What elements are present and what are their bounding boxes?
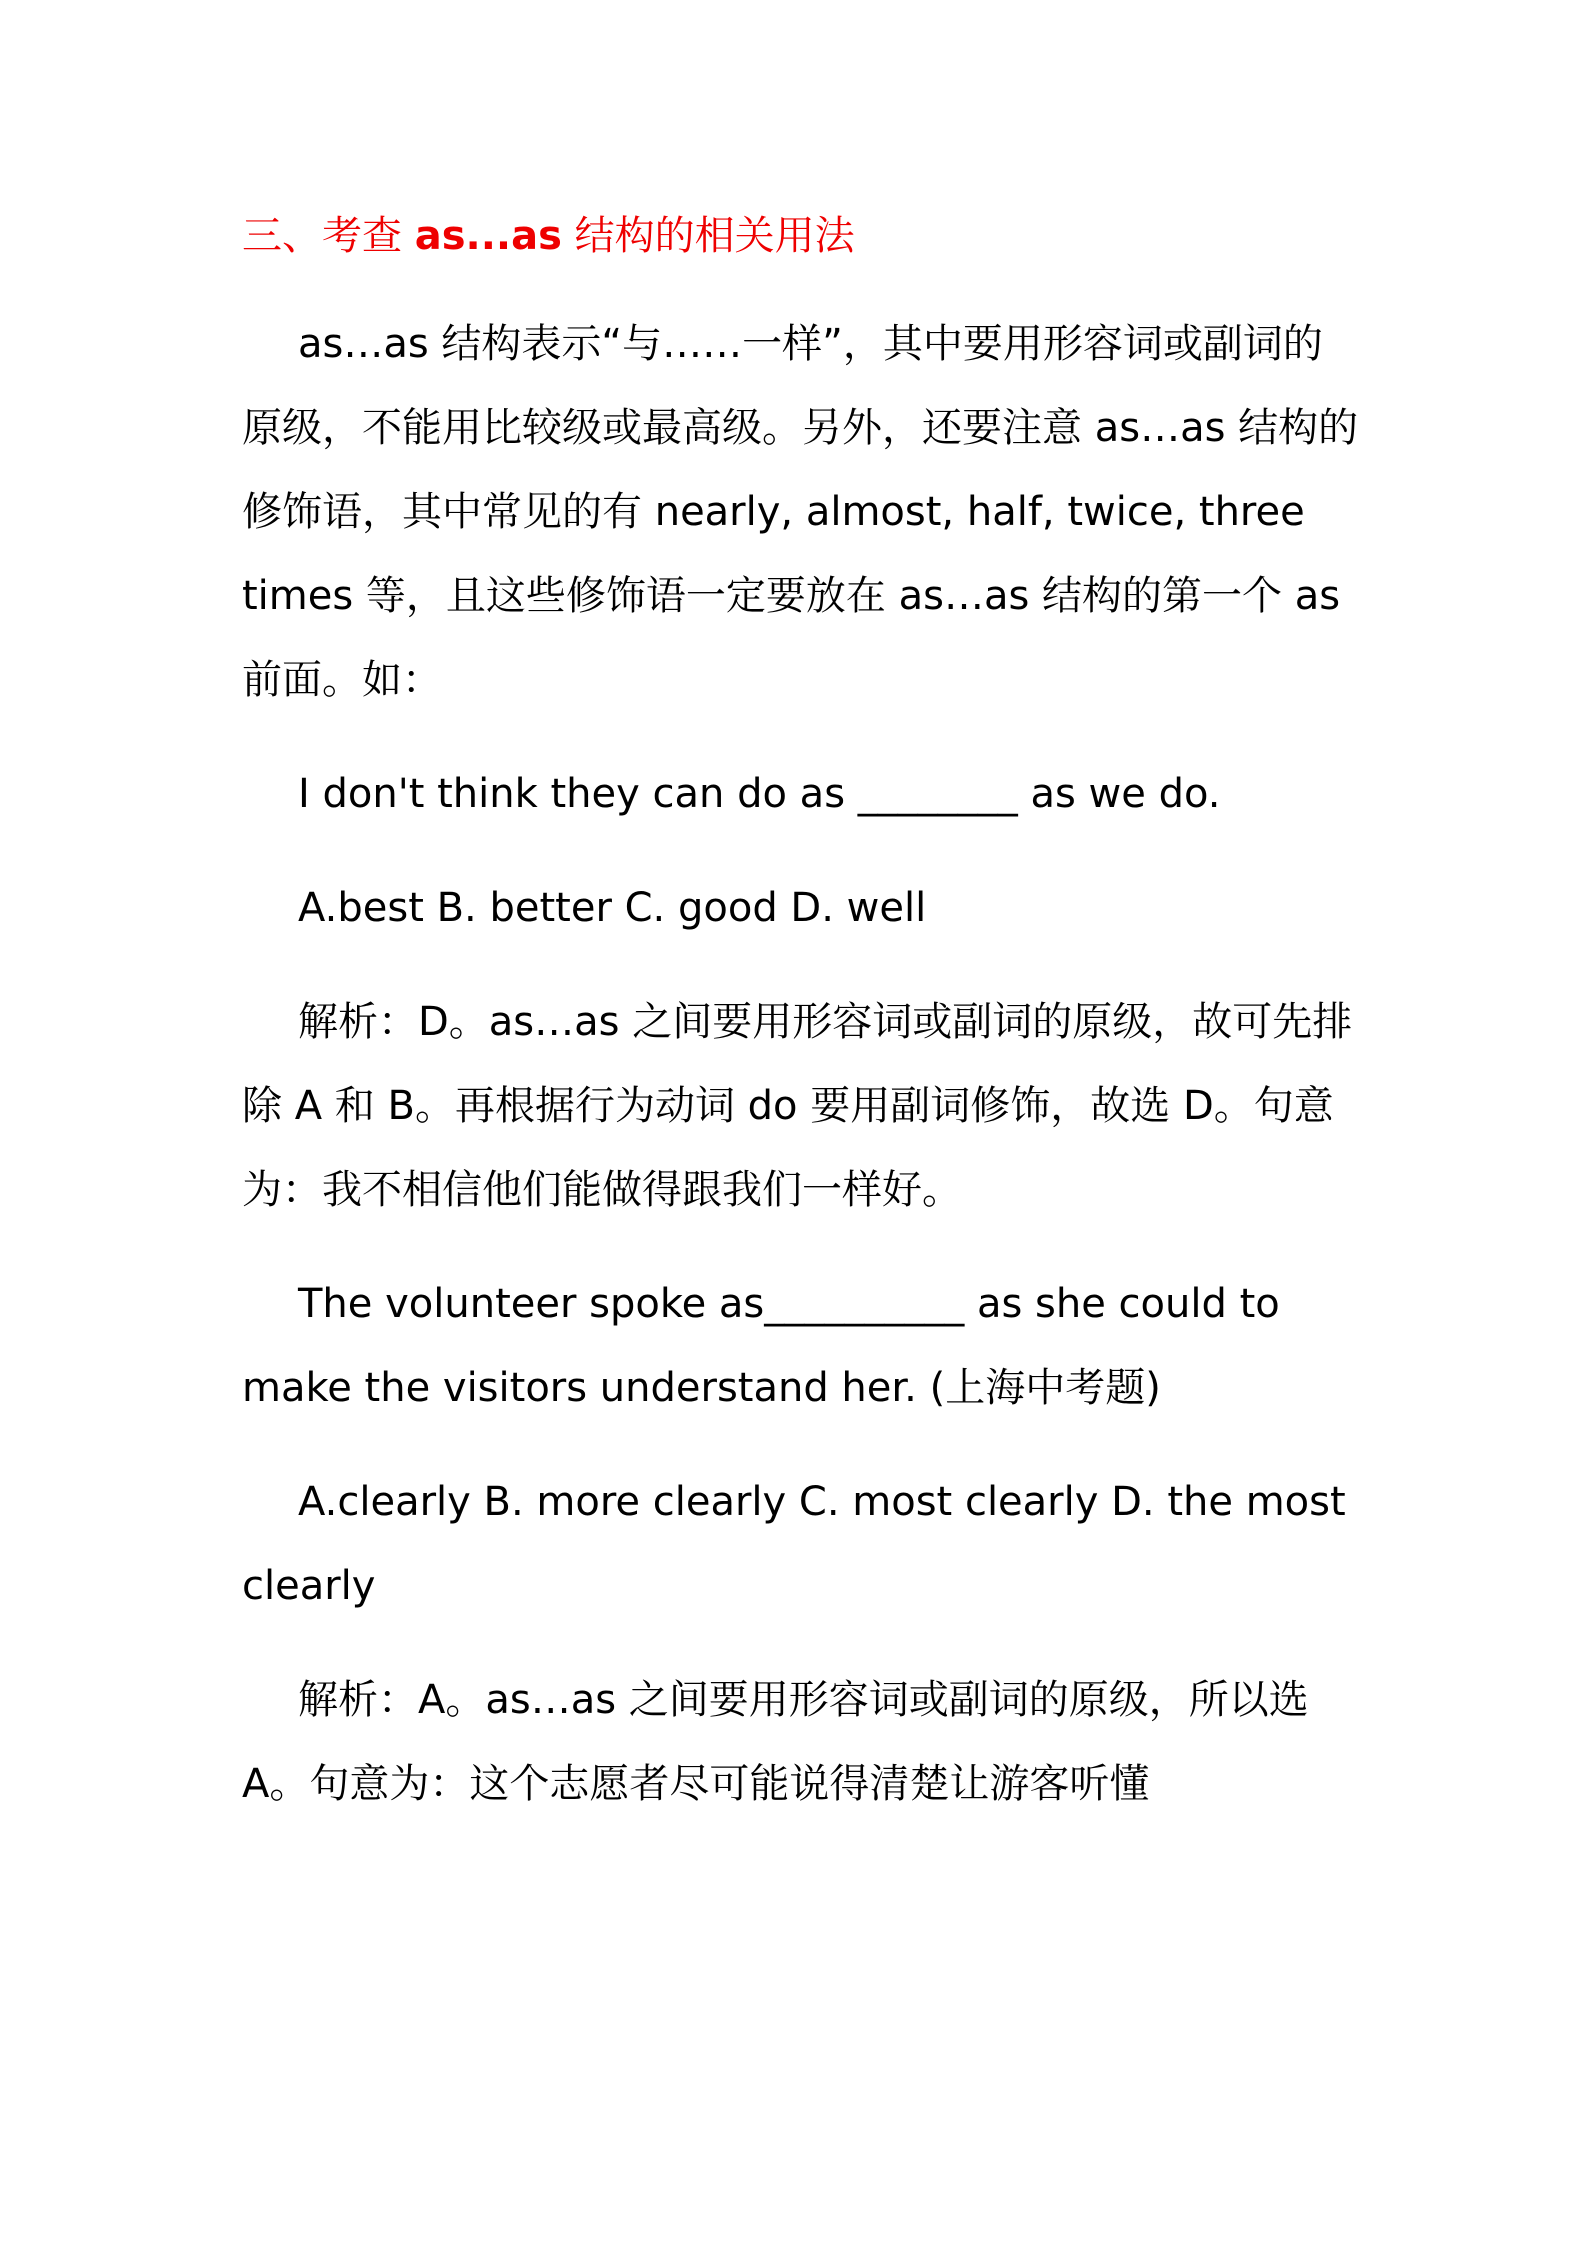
- question-2-stem: The volunteer spoke as__________ as she could to make the visitors understand her. (上海中考题): [242, 1281, 1280, 1411]
- heading-suffix: 结构的相关用法: [574, 213, 855, 259]
- question-1-options: A.best B. better C. good D. well: [298, 885, 927, 931]
- question-2-options: A.clearly B. more clearly C. most clearly D. the most clearly: [242, 1479, 1346, 1609]
- section-heading: [242, 200, 1362, 272]
- question-1-stem: I don't think they can do as ________ as we do.: [298, 771, 1221, 817]
- question-2-analysis: 解析：A。as…as 之间要用形容词或副词的原级，所以选A。句意为：这个志愿者尽可能说得清楚让游客听懂: [242, 1677, 1309, 1807]
- heading-emphasis: as...as: [414, 213, 562, 259]
- intro-paragraph: as…as 结构表示“与……一样”，其中要用形容词或副词的原级，不能用比较级或最高级。另外，还要注意 as…as 结构的修饰语，其中常见的有 nearly, almost, half, twice, three times 等，且这些修饰语一定要放在 as…as 结构的第一个 as 前面。如：: [242, 321, 1359, 703]
- document-page: [242, 200, 1362, 1856]
- heading-prefix: 三、考查: [242, 213, 402, 259]
- question-1-analysis: 解析：D。as…as 之间要用形容词或副词的原级，故可先排除 A 和 B。再根据行为动词 do 要用副词修饰，故选 D。句意为：我不相信他们能做得跟我们一样好。: [242, 999, 1353, 1213]
